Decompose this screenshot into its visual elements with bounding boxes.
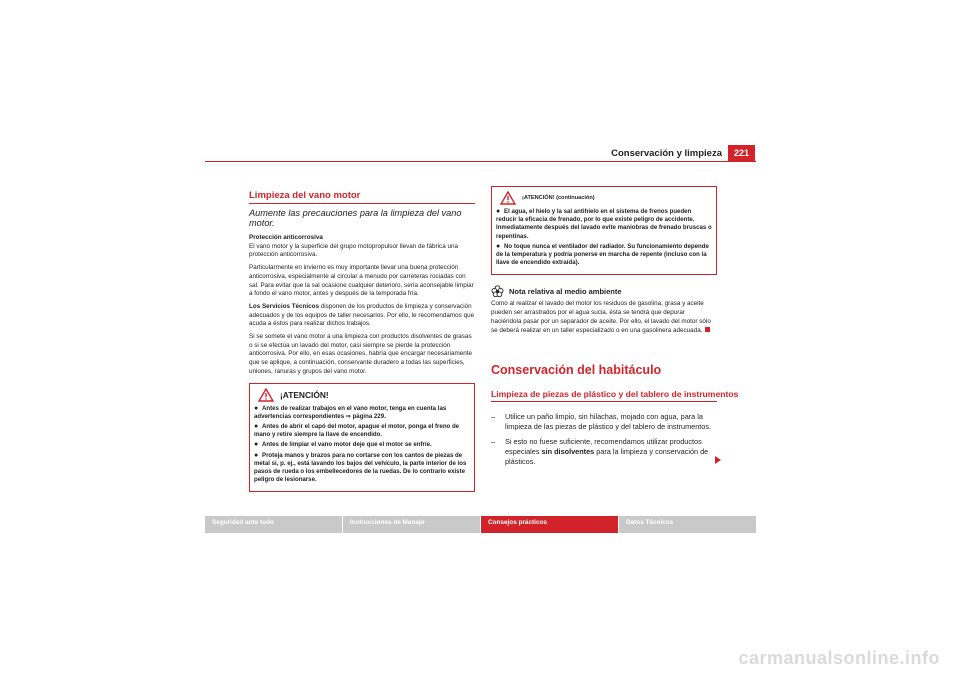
paragraph: Particularmente en invierno es muy importante llevar una buena protección anticorrosiva, especialmente al circular a menudo por carreteras rociadas con sal. Para evitar que la sal ocasione cualquier deterioro, sería aconsejable limpiar a fondo el vano motor, antes y después de la temporada fría.: [249, 264, 474, 298]
environment-flower-icon: [491, 285, 504, 298]
warning-triangle-icon: [500, 191, 516, 205]
paragraph: Si se somete el vano motor a una limpieza con productos disolventes de grasas o si se efectúa un lavado del motor, casi siempre se pierde la protección anticorrosiva. Por ello, en esas ocasiones, habría que encargar necesariamente que se aplique, a continuación, conservante duradero a todas las superficies, uniones, ranuras y grupos del vano motor.: [249, 333, 472, 375]
tab-consejos-active[interactable]: Consejos prácticos: [481, 516, 618, 533]
warning-item: ● Antes de realizar trabajos en el vano motor, tenga en cuenta las advertencias correspondientes ⇒ página 229.: [254, 404, 447, 420]
left-column: [249, 190, 475, 492]
chapter-title: Conservación del habitáculo: [491, 363, 662, 378]
page-number: 221: [728, 145, 755, 162]
section-end-marker: [705, 327, 710, 332]
list-item: – Utilice un paño limpio, sin hilachas, mojado con agua, para la limpieza de las piezas de plástico y del tablero de instrumentos.: [491, 412, 712, 432]
subsection-title: Limpieza de piezas de plástico y del tablero de instrumentos: [491, 389, 717, 402]
note-text: Como al realizar el lavado del motor los residuos de gasolina, grasa y aceite pueden ser arrastrados por el agua sucia, ésta se tendrá que depurar haciéndola pasar por un separador de aceite. Por ello, el lavado del motor sólo se deberá realizar en un taller especializado o en una gasolinera adecuada.: [491, 300, 711, 334]
warning-box-continued: [491, 186, 717, 275]
continue-arrow-icon: [715, 456, 721, 464]
warning-item: ● El agua, el hielo y la sal antihielo en el sistema de frenos pueden reducir la eficacia de frenado, por lo que existe peligro de accidente. Inmediatamente después del lavado evite maniobras de frenado bruscas o repentinas.: [496, 208, 712, 240]
warning-item: ● No toque nunca el ventilador del radiador. Su funcionamiento depende de la temperatura y podría ponerse en marcha de repente (incluso con la llave de encendido extraída).: [496, 242, 709, 267]
warning-title: ¡ATENCIÓN!: [280, 389, 329, 400]
environment-note-header: [491, 285, 717, 298]
subheading: Protección anticorrosiva: [249, 234, 323, 241]
header-rule: [205, 161, 756, 162]
paragraph: Los Servicios Técnicos disponen de los productos de limpieza y conservación adecuados y de los equipos de taller necesarios. Por ello, le recomendamos que acuda a éstos para realizar dichos trabajos.: [249, 302, 475, 328]
paragraph: El vano motor y la superficie del grupo motopropulsor llevan de fábrica una protección anticorrosiva.: [249, 242, 458, 259]
tab-datos-tecnicos[interactable]: Datos Técnicos: [619, 516, 756, 533]
warning-item: ● Antes de limpiar el vano motor deje que el motor se enfríe.: [254, 441, 432, 449]
tab-instrucciones[interactable]: Instrucciones de Manejo: [343, 516, 480, 533]
section-title: Limpieza del vano motor: [249, 190, 475, 204]
warning-triangle-icon: [258, 388, 274, 402]
warning-box: [249, 383, 475, 493]
note-title: Nota relativa al medio ambiente: [509, 287, 622, 297]
tab-seguridad[interactable]: Seguridad ante todo: [205, 516, 342, 533]
bold-term: Los Servicios Técnicos: [249, 302, 319, 310]
list-item: – Si esto no fuese suficiente, recomendamos utilizar productos especiales sin disolventes para la limpieza y conservación de plásticos.: [491, 436, 709, 467]
watermark: carmanualsonline.info: [738, 648, 940, 668]
running-header-title: Conservación y limpieza: [611, 148, 722, 159]
footer-tabs: [205, 516, 756, 533]
warning-item: ● Antes de abrir el capó del motor, apague el motor, ponga el freno de mano y retire siempre la llave de encendido.: [254, 422, 460, 439]
section-subtitle: Aumente las precauciones para la limpieza del vano motor.: [249, 208, 462, 228]
right-column: [491, 186, 739, 471]
warning-title: ¡ATENCIÓN! (continuación): [522, 195, 595, 201]
warning-item: ● Proteja manos y brazos para no cortarse con los cantos de piezas de metal si, p. ej., está lavando los bajos del vehículo, la parte interior de los pasos de rueda o los embellecedores de la ruedas. De lo contrario existe peligro de lesionarse.: [254, 451, 467, 484]
